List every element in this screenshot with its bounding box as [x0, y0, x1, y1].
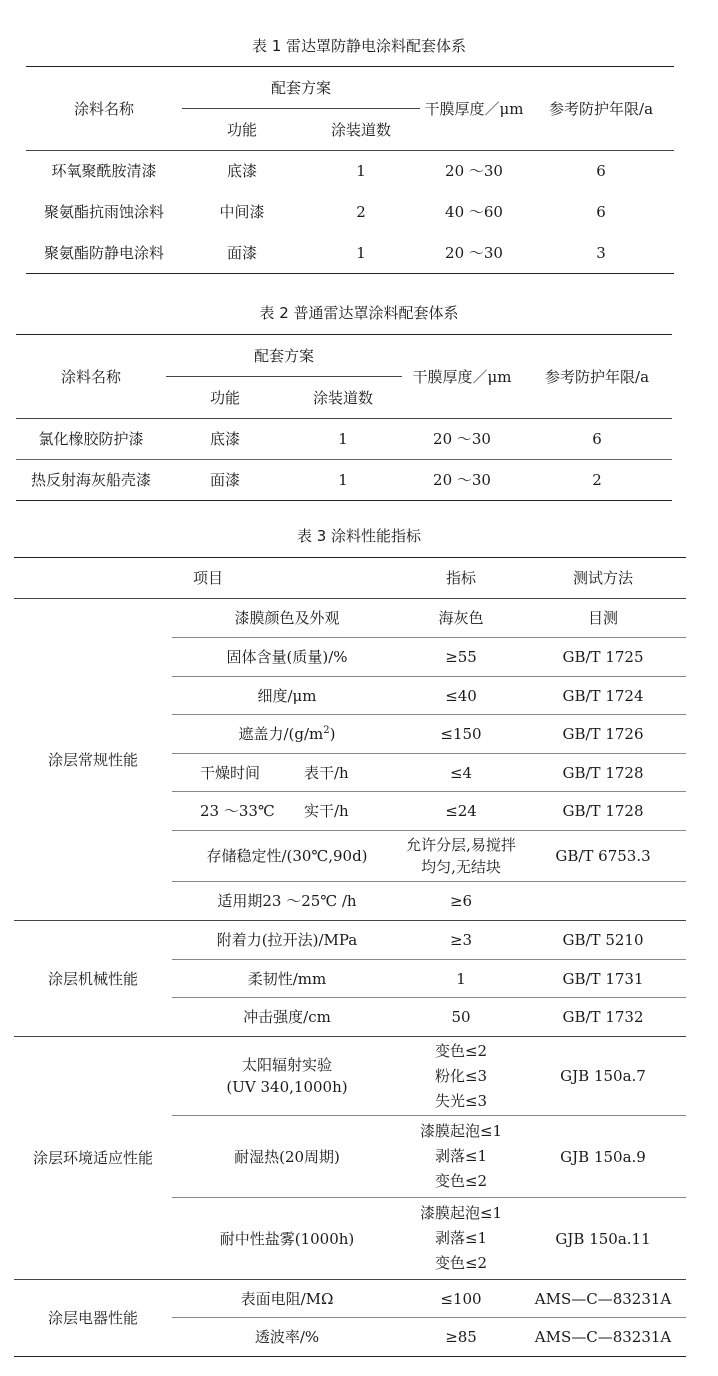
cell-item: 适用期23 ～25℃ /h [172, 882, 402, 921]
cell-item: 柔韧性/mm [172, 960, 402, 998]
cell-item: 冲击强度/cm [172, 998, 402, 1037]
cell-method: GB/T 6753.3 [520, 831, 686, 882]
item-line: 太阳辐射实验 [242, 1056, 333, 1074]
cell-thickness: 20 ～30 [420, 151, 528, 192]
cell-coats: 2 [356, 203, 366, 221]
table2-caption: 表 2 普通雷达罩涂料配套体系 [259, 304, 459, 322]
superscript: 2 [323, 725, 330, 736]
table2-header-function: 功能 [209, 388, 240, 407]
cell-coats: 1 [338, 471, 348, 489]
cell-method: AMS—C—83231A [520, 1280, 686, 1318]
group-conventional: 涂层常规性能 [14, 599, 172, 921]
table1-header-function: 功能 [226, 120, 257, 139]
item-b: 实干/h [304, 802, 349, 820]
cell-name: 氯化橡胶防护漆 [16, 419, 166, 460]
cell-item [172, 715, 402, 754]
cell-item: 耐湿热(20周期) [172, 1116, 402, 1198]
cell-item: 耐中性盐雾(1000h) [172, 1198, 402, 1280]
table2-header-coats: 涂装道数 [313, 388, 374, 407]
cell-item [172, 754, 402, 792]
cell-function: 面漆 [226, 243, 257, 262]
index-line: 变色≤2 [434, 1172, 488, 1190]
index-line: 变色≤2 [434, 1254, 488, 1272]
cell-index: 50 [402, 998, 520, 1037]
cell-item: 细度/μm [172, 677, 402, 715]
cell-method: GB/T 1725 [520, 638, 686, 677]
cell-index: ≤24 [402, 792, 520, 831]
table3-header-index: 指标 [402, 558, 520, 599]
cell-name: 聚氨酯防静电涂料 [43, 243, 164, 262]
cell-item: 表面电阻/MΩ [172, 1280, 402, 1318]
cell-index: ≤40 [402, 677, 520, 715]
cell-method: GB/T 1726 [520, 715, 686, 754]
table1-header-life: 参考防护年限/a [549, 99, 654, 118]
table2-header-thickness: 干膜厚度／μm [412, 367, 512, 386]
table-row [16, 419, 672, 460]
cell-life: 6 [528, 151, 674, 192]
cell-function: 面漆 [209, 471, 240, 489]
cell-life: 6 [522, 419, 672, 460]
cell-method [520, 882, 686, 921]
cell-method: GB/T 5210 [520, 921, 686, 960]
cell-method: GJB 150a.7 [520, 1037, 686, 1116]
table-row [14, 1037, 686, 1116]
index-line: 允许分层,易搅拌 [406, 836, 516, 854]
table3 [14, 557, 686, 1357]
cell-index: ≤100 [402, 1280, 520, 1318]
table-row [26, 192, 674, 233]
cell-method: GB/T 1724 [520, 677, 686, 715]
cell-function: 底漆 [182, 151, 302, 192]
group-mechanical: 涂层机械性能 [14, 921, 172, 1037]
cell-life: 6 [596, 203, 606, 221]
cell-index: ≤4 [402, 754, 520, 792]
group-electrical: 涂层电器性能 [47, 1309, 138, 1327]
item-suffix: ) [329, 725, 336, 743]
table2 [16, 334, 672, 501]
index-line: 变色≤2 [434, 1041, 488, 1060]
cell-method: GB/T 1728 [520, 792, 686, 831]
item-b: 表干/h [304, 763, 349, 782]
cell-item: 透波率/% [254, 1328, 320, 1346]
table3-header-method: 测试方法 [520, 558, 686, 599]
cell-name: 热反射海灰船壳漆 [30, 471, 151, 489]
cell-thickness: 40 ～60 [445, 203, 503, 221]
cell-index: ≥85 [445, 1328, 477, 1346]
table1-header-coats: 涂装道数 [331, 120, 392, 139]
index-line: 漆膜起泡≤1 [419, 1204, 503, 1222]
table1-header-name: 涂料名称 [73, 99, 134, 118]
cell-coats: 1 [284, 419, 402, 460]
item-line: (UV 340,1000h) [226, 1078, 348, 1096]
table-row [26, 233, 674, 274]
cell-coats: 1 [302, 151, 420, 192]
cell-index: ≥3 [402, 921, 520, 960]
cell-item: 附着力(拉开法)/MPa [172, 921, 402, 960]
index-line: 剥落≤1 [434, 1147, 488, 1165]
cell-method: GB/T 1728 [520, 754, 686, 792]
cell-index: ≥6 [402, 882, 520, 921]
cell-item: 漆膜颜色及外观 [172, 599, 402, 638]
index-line: 粉化≤3 [434, 1066, 488, 1085]
index-line: 漆膜起泡≤1 [419, 1122, 503, 1140]
cell-name: 聚氨酯抗雨蚀涂料 [43, 203, 164, 221]
cell-item: 固体含量(质量)/% [172, 638, 402, 677]
cell-method: 目测 [520, 599, 686, 638]
cell-item: 存储稳定性/(30℃,90d) [172, 831, 402, 882]
cell-life: 3 [596, 243, 606, 262]
cell-index: ≤150 [402, 715, 520, 754]
cell-index [402, 1037, 520, 1116]
table2-header-name: 涂料名称 [60, 367, 121, 386]
cell-method: GB/T 1732 [520, 998, 686, 1037]
table-row [14, 1280, 686, 1318]
cell-thickness: 20 ～30 [433, 471, 491, 489]
item-text: 遮盖力/(g/m [238, 725, 324, 743]
table1 [26, 66, 674, 274]
cell-coats: 1 [356, 243, 366, 262]
cell-method: GJB 150a.9 [520, 1116, 686, 1198]
group-environmental: 涂层环境适应性能 [14, 1037, 172, 1280]
table1-header-scheme: 配套方案 [182, 67, 420, 109]
cell-item [172, 1037, 402, 1116]
table1-caption: 表 1 雷达罩防静电涂料配套体系 [251, 37, 467, 55]
cell-function: 底漆 [166, 419, 284, 460]
item-a: 23 ～33℃ [200, 802, 275, 820]
table2-header-life: 参考防护年限/a [545, 367, 650, 386]
cell-index [402, 1116, 520, 1198]
index-line: 均匀,无结块 [421, 858, 501, 876]
cell-thickness: 20 ～30 [402, 419, 522, 460]
index-line: 失光≤3 [434, 1091, 488, 1110]
table3-caption: 表 3 涂料性能指标 [296, 527, 422, 545]
cell-thickness: 20 ～30 [445, 243, 503, 262]
cell-name: 环氧聚酰胺清漆 [26, 151, 182, 192]
table-row [26, 151, 674, 192]
index-line: 剥落≤1 [434, 1229, 488, 1247]
table-row [14, 921, 686, 960]
table-row [14, 599, 686, 638]
cell-life: 2 [592, 471, 602, 489]
cell-item [172, 792, 402, 831]
cell-index [402, 831, 520, 882]
cell-method: AMS—C—83231A [534, 1328, 672, 1346]
table-row [16, 460, 672, 501]
cell-index: 1 [402, 960, 520, 998]
cell-function: 中间漆 [219, 203, 265, 221]
cell-method: GJB 150a.11 [520, 1198, 686, 1280]
item-a: 干燥时间 [200, 763, 261, 782]
table2-header-scheme: 配套方案 [166, 335, 402, 377]
table1-header-thickness: 干膜厚度／μm [424, 99, 524, 118]
cell-index: ≥55 [402, 638, 520, 677]
cell-method: GB/T 1731 [520, 960, 686, 998]
table3-header-item: 项目 [14, 558, 402, 599]
cell-index [402, 1198, 520, 1280]
cell-index: 海灰色 [402, 599, 520, 638]
